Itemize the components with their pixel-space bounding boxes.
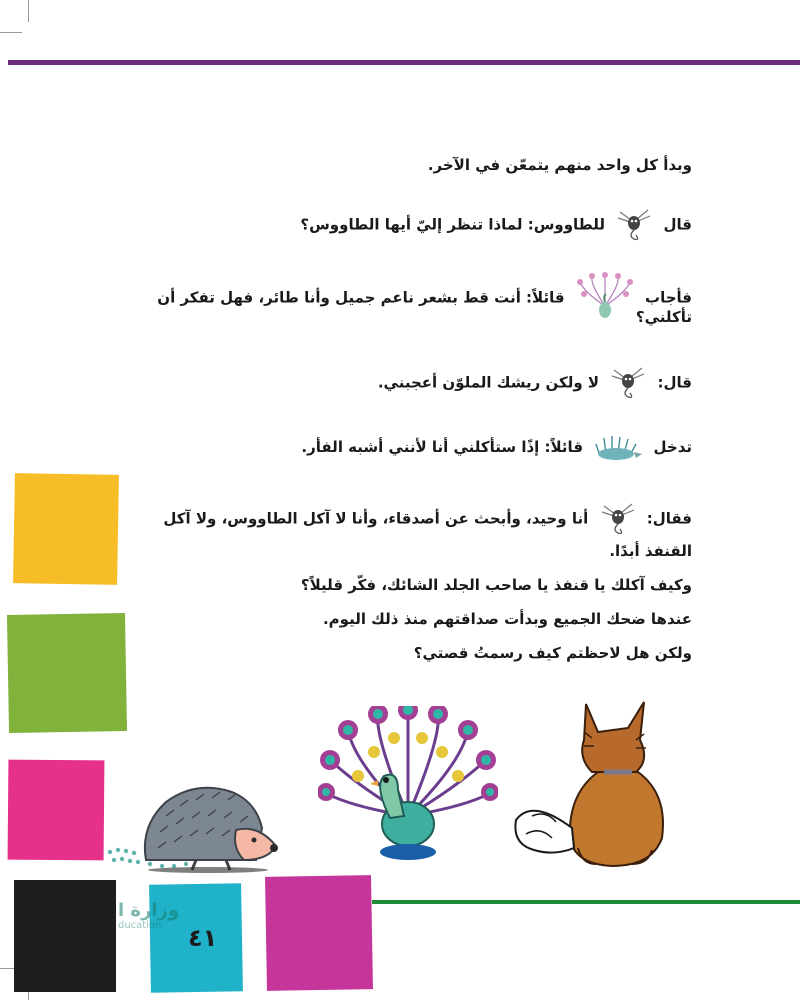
- story-line-4: قال: لا ولكن ريشك الملوّن أعجبني.: [378, 366, 692, 400]
- pink-square: [8, 760, 105, 861]
- top-rule: [8, 60, 800, 65]
- story-line-6: فقال: أنا وحيد، وأبحث عن أصدقاء، وأنا لا آكل الطاووس، ولا آكل: [163, 502, 692, 536]
- story-line-3: فأجاب قائلاً: أنت قط بشعر ناعم جميل وأنا طائر، فهل تفكر أن: [157, 272, 692, 324]
- hedgehog-icon: [592, 434, 644, 462]
- yellow-square: [13, 473, 119, 585]
- page-number: ٤١: [188, 924, 218, 952]
- ministry-logo-subtext: ducation: [118, 920, 162, 931]
- green-square: [7, 613, 127, 733]
- peacock-icon: [574, 272, 636, 324]
- cat-icon: [598, 502, 638, 536]
- ministry-logo-text: وزارة ا: [118, 900, 180, 921]
- cat-icon: [608, 366, 648, 400]
- peacock-illustration: [318, 706, 498, 864]
- black-square: [14, 880, 116, 992]
- story-line-6-cont: القنفذ أبدًا.: [609, 542, 692, 560]
- bottom-rule: [372, 900, 800, 904]
- story-line-8: عندها ضحك الجميع وبدأت صداقتهم منذ ذلك اليوم.: [322, 610, 692, 628]
- story-line-2: قال للطاووس: لماذا تنظر إليّ أيها الطاووس؟: [300, 208, 692, 242]
- story-line-7: وكيف آكلك يا قنفذ يا صاحب الجلد الشائك، فكّر قليلاً؟: [300, 576, 692, 594]
- story-line-9: ولكن هل لاحظتم كيف رسمتُ قصتي؟: [413, 644, 692, 662]
- story-line-1: وبدأ كل واحد منهم يتمعّن في الآخر.: [427, 156, 692, 174]
- magenta-square: [265, 875, 373, 991]
- crop-mark-top: [28, 0, 29, 22]
- hedgehog-illustration: [136, 776, 284, 874]
- cat-icon: [614, 208, 654, 242]
- cat-illustration: [512, 698, 672, 870]
- story-line-3-cont: تأكلني؟: [635, 308, 692, 326]
- story-line-5: تدخل قائلاً: إذًا ستأكلني أنا لأنني أشبه الفأر.: [301, 432, 692, 462]
- crop-mark-left: [0, 32, 22, 33]
